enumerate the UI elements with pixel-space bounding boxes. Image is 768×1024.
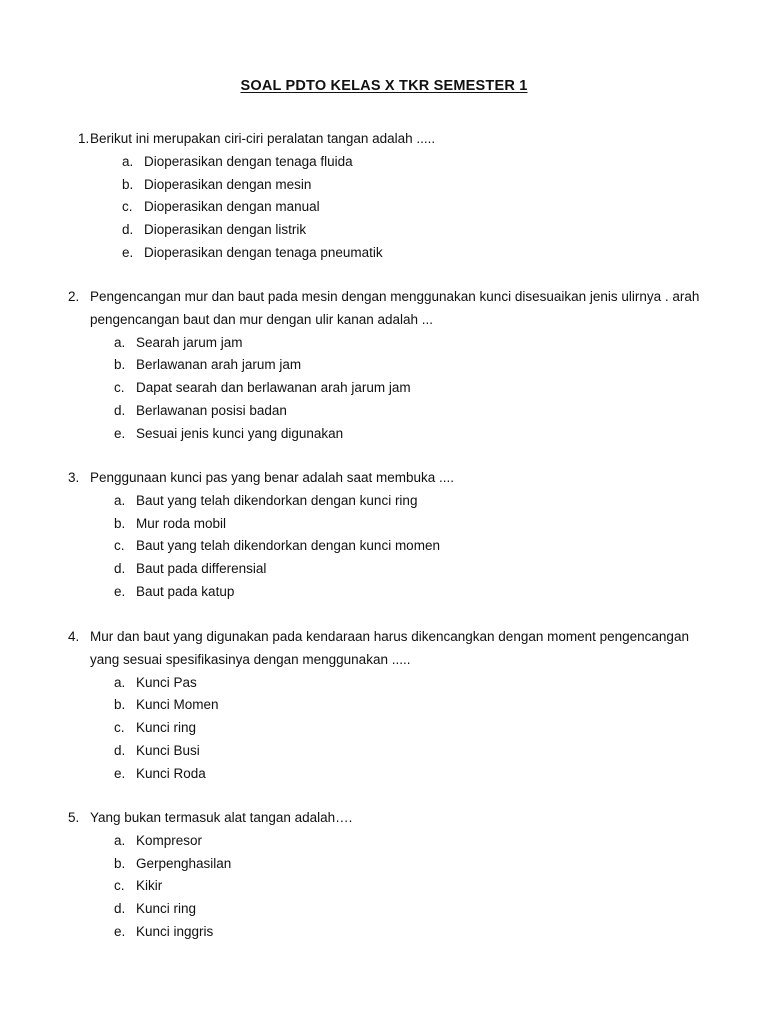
option-letter: b. [114,855,126,871]
option-letter: d. [114,402,126,418]
option-text: Dapat searah dan berlawanan arah jarum jam [136,380,411,396]
option-text: Kunci inggris [136,923,214,939]
option-list [68,672,708,786]
question-text: Berikut ini merupakan ciri-ciri peralatan tangan adalah ..... [90,131,436,146]
question-4 [68,626,708,786]
option-text: Searah jarum jam [136,334,243,350]
option-letter: d. [122,222,134,238]
option-c [68,875,708,898]
option-b [68,354,708,377]
option-list [68,490,708,604]
option-letter: a. [122,153,134,169]
option-letter: d. [114,561,126,577]
option-e [68,423,708,446]
option-text: Kunci Roda [136,765,206,781]
option-c [68,717,708,740]
option-text: Dioperasikan dengan tenaga pneumatik [144,244,383,260]
option-a [68,830,708,853]
option-letter: e. [114,583,126,599]
option-letter: b. [114,357,126,373]
question-stem [68,626,708,672]
option-letter: c. [114,720,125,736]
option-letter: b. [114,697,126,713]
option-list [68,332,708,446]
option-a [68,332,708,355]
option-text: Mur roda mobil [136,515,227,531]
question-2 [68,286,708,446]
option-b [68,853,708,876]
option-a [68,490,708,513]
option-letter: b. [122,176,134,192]
option-letter: d. [114,742,126,758]
option-c [68,377,708,400]
question-number: 2. [68,289,80,304]
option-letter: c. [114,380,125,396]
question-5 [68,807,708,944]
question-stem [68,128,708,151]
question-3 [68,467,708,604]
option-text: Baut pada katup [136,583,235,599]
option-a [68,151,708,174]
option-letter: e. [122,244,134,260]
question-text: Yang bukan termasuk alat tangan adalah…. [90,810,353,825]
option-d [68,400,708,423]
question-number: 5. [68,810,80,825]
option-text: Baut pada differensial [136,561,267,577]
question-number: 1. [78,131,90,146]
question-number: 3. [68,470,80,485]
option-text: Baut yang telah dikendorkan dengan kunci ring [136,492,418,508]
option-text: Dioperasikan dengan tenaga fluida [144,153,353,169]
option-text: Berlawanan arah jarum jam [136,357,302,373]
option-d [68,558,708,581]
option-c [68,196,708,219]
option-letter: c. [122,199,133,215]
option-d [68,219,708,242]
option-letter: a. [114,832,126,848]
option-b [68,513,708,536]
option-text: Kunci Pas [136,674,197,690]
option-letter: e. [114,923,126,939]
option-letter: e. [114,425,126,441]
question-text: Pengencangan mur dan baut pada mesin dengan menggunakan kunci disesuaikan jenis ulirnya . arah pengencangan baut dan mur dengan ulir kanan adalah ... [90,289,700,327]
option-b [68,174,708,197]
question-1 [68,128,708,265]
option-text: Kunci ring [136,901,197,917]
option-d [68,740,708,763]
option-letter: e. [114,765,126,781]
question-stem [68,807,708,830]
option-text: Berlawanan posisi badan [136,402,287,418]
option-text: Dioperasikan dengan listrik [144,222,307,238]
option-d [68,898,708,921]
page-title: SOAL PDTO KELAS X TKR SEMESTER 1 [240,78,528,94]
question-number: 4. [68,629,80,644]
question-stem [68,286,708,332]
question-text: Mur dan baut yang digunakan pada kendaraan harus dikencangkan dengan moment pengencangan yang sesuai spesifikasinya dengan menggunakan ..... [90,629,689,667]
option-letter: c. [114,878,125,894]
option-letter: a. [114,334,126,350]
option-text: Dioperasikan dengan mesin [144,176,312,192]
option-e [68,242,708,265]
option-text: Baut yang telah dikendorkan dengan kunci momen [136,538,440,554]
option-letter: d. [114,901,126,917]
option-text: Kompresor [136,832,203,848]
option-letter: b. [114,515,126,531]
option-e [68,581,708,604]
option-e [68,763,708,786]
option-text: Sesuai jenis kunci yang digunakan [136,425,344,441]
option-text: Gerpenghasilan [136,855,232,871]
option-text: Kunci ring [136,720,197,736]
option-letter: a. [114,492,126,508]
option-text: Dioperasikan dengan manual [144,199,320,215]
option-letter: c. [114,538,125,554]
option-list [68,830,708,944]
option-b [68,694,708,717]
option-text: Kunci Busi [136,742,200,758]
option-text: Kikir [136,878,163,894]
option-e [68,921,708,944]
option-text: Kunci Momen [136,697,219,713]
question-text: Penggunaan kunci pas yang benar adalah saat membuka .... [90,470,454,485]
question-stem [68,467,708,490]
option-c [68,535,708,558]
option-letter: a. [114,674,126,690]
option-a [68,672,708,695]
option-list [68,151,708,265]
